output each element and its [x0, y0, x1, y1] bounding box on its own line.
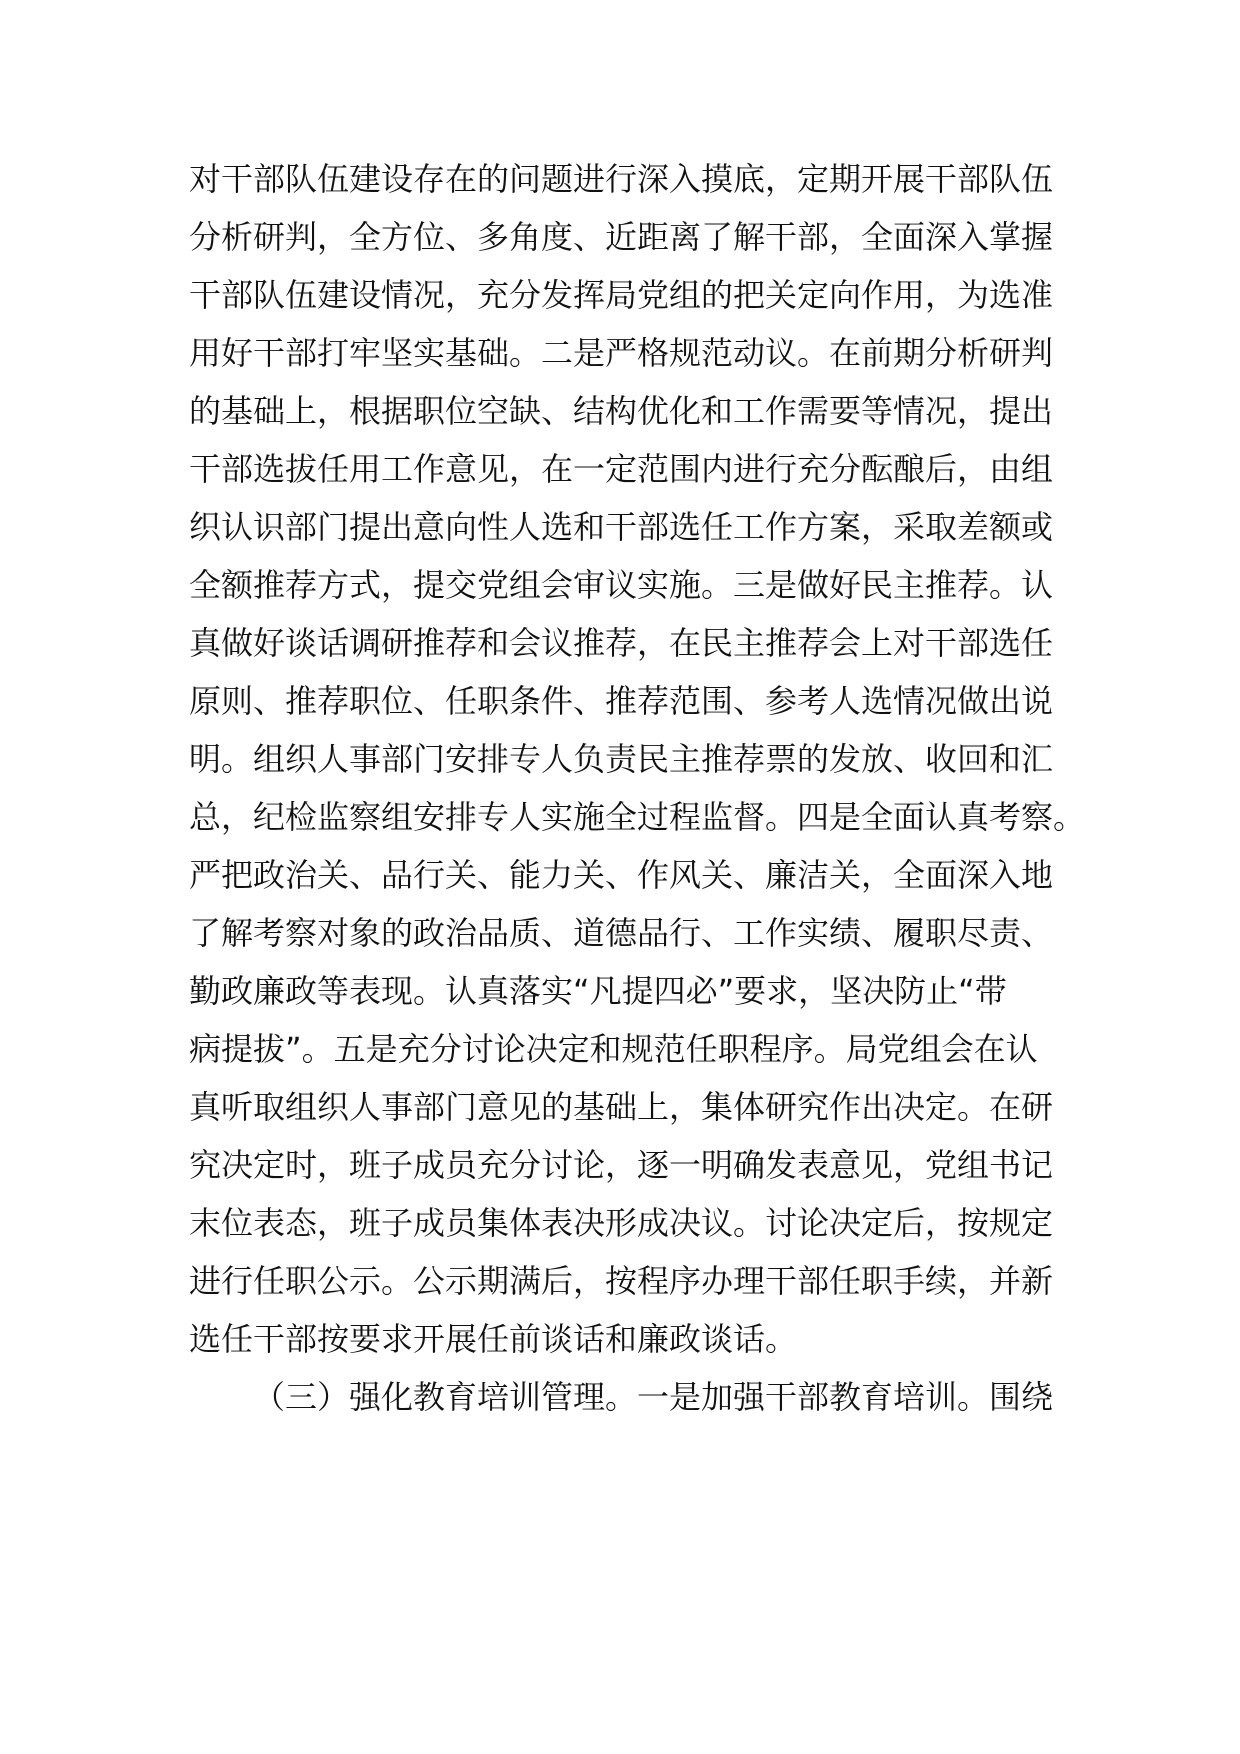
text-line: 的基础上，根据职位空缺、结构优化和工作需要等情况，提出 [189, 392, 1054, 430]
section-heading-line: （三）强化教育培训管理。一是加强干部教育培训。围绕 [253, 1378, 1054, 1416]
text-line: 真听取组织人事部门意见的基础上，集体研究作出决定。在研 [189, 1088, 1054, 1126]
text-line: 分析研判，全方位、多角度、近距离了解干部，全面深入掌握 [189, 218, 1054, 256]
text-line: 干部选拔任用工作意见，在一定范围内进行充分酝酿后，由组 [189, 450, 1054, 488]
text-line: 了解考察对象的政治品质、道德品行、工作实绩、履职尽责、 [189, 914, 1054, 952]
text-line: 严把政治关、品行关、能力关、作风关、廉洁关，全面深入地 [189, 856, 1054, 894]
text-line: 进行任职公示。公示期满后，按程序办理干部任职手续，并新 [189, 1262, 1054, 1300]
text-line: 勤政廉政等表现。认真落实“凡提四必”要求，坚决防止“带 [189, 972, 1007, 1010]
text-line: 对干部队伍建设存在的问题进行深入摸底，定期开展干部队伍 [189, 160, 1054, 198]
text-line: 病提拔”。五是充分讨论决定和规范任职程序。局党组会在认 [189, 1030, 1038, 1068]
text-line: 末位表态，班子成员集体表决形成决议。讨论决定后，按规定 [189, 1204, 1054, 1242]
text-line: 全额推荐方式，提交党组会审议实施。三是做好民主推荐。认 [189, 566, 1054, 604]
text-line: 总，纪检监察组安排专人实施全过程监督。四是全面认真考察。 [189, 798, 1086, 836]
text-line: 用好干部打牢坚实基础。二是严格规范动议。在前期分析研判 [189, 334, 1054, 372]
text-line: 究决定时，班子成员充分讨论，逐一明确发表意见，党组书记 [189, 1146, 1054, 1184]
text-line: 干部队伍建设情况，充分发挥局党组的把关定向作用，为选准 [189, 276, 1054, 314]
text-line: 原则、推荐职位、任职条件、推荐范围、参考人选情况做出说 [189, 682, 1054, 720]
text-line: 选任干部按要求开展任前谈话和廉政谈话。 [189, 1320, 798, 1358]
text-line: 织认识部门提出意向性人选和干部选任工作方案，采取差额或 [189, 508, 1054, 546]
text-line: 明。组织人事部门安排专人负责民主推荐票的发放、收回和汇 [189, 740, 1054, 778]
text-line: 真做好谈话调研推荐和会议推荐，在民主推荐会上对干部选任 [189, 624, 1054, 662]
